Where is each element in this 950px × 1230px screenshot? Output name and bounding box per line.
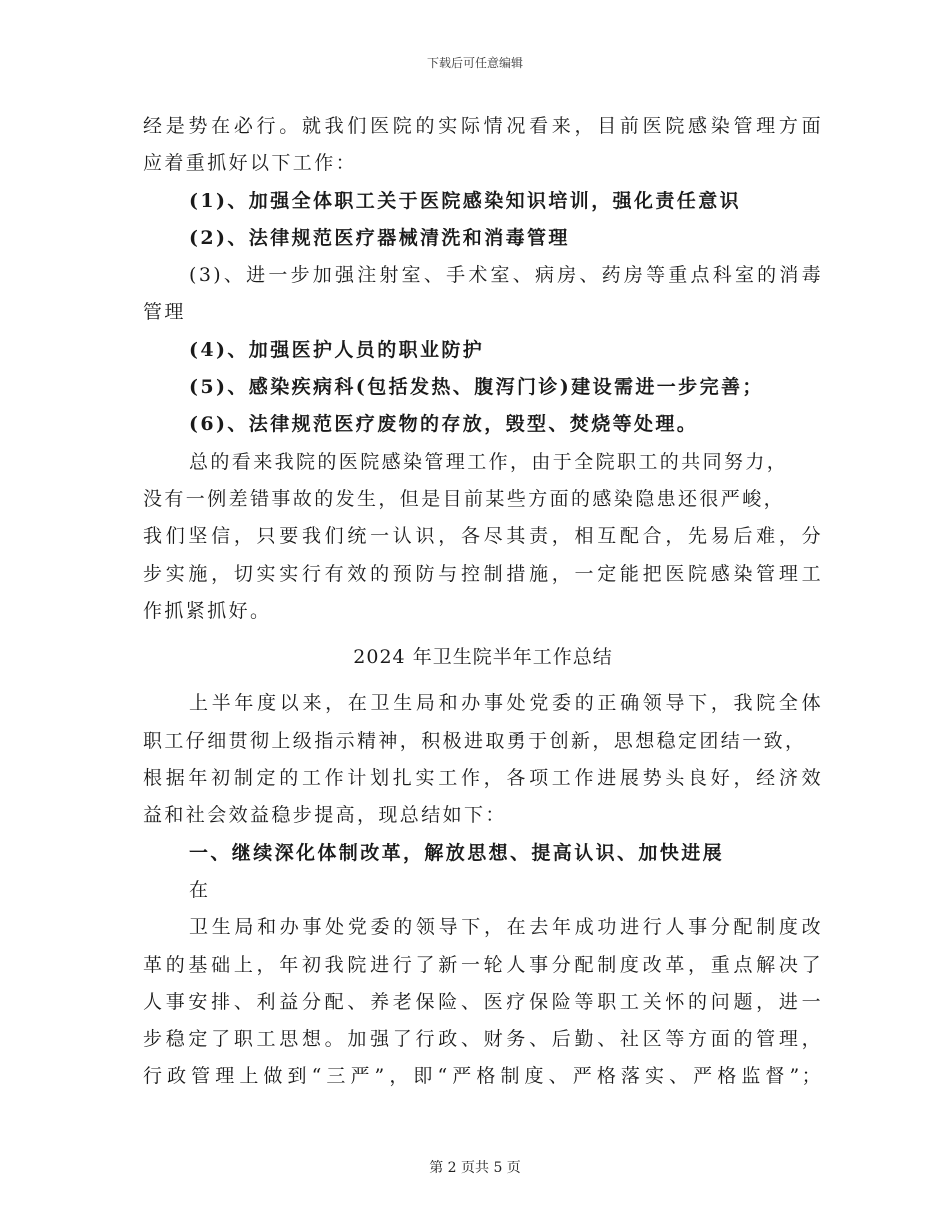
paragraph-line: 应着重抓好以下工作： xyxy=(143,152,358,175)
paragraph-line: 步稳定了职工思想。加强了行政、财务、后勤、社区等方面的管理， xyxy=(143,1028,823,1051)
paragraph-line: 经是势在必行。就我们医院的实际情况看来，目前医院感染管理方面 xyxy=(143,115,823,137)
paragraph-line: 没有一例差错事故的发生，但是目前某些方面的感染隐患还很严峻， xyxy=(143,487,786,510)
paragraph-line: 卫生局和办事处党委的领导下，在去年成功进行人事分配制度改 xyxy=(189,916,823,939)
page-header: 下载后可任意编辑 xyxy=(426,56,523,70)
paragraph-line: 益和社会效益稳步提高，现总结如下： xyxy=(143,804,507,827)
document-body xyxy=(143,108,823,1096)
paragraph-line: 总的看来我院的医院感染管理工作，由于全院职工的共同努力， xyxy=(189,450,789,473)
paragraph-line: 作抓紧抓好。 xyxy=(143,599,272,622)
list-item-3: (3)、进一步加强注射室、手术室、病房、药房等重点科室的消毒 xyxy=(189,264,823,287)
list-item-3-continued: 管理 xyxy=(143,301,186,324)
paragraph-line: 人事安排、利益分配、养老保险、医疗保险等职工关怀的问题，进一 xyxy=(143,990,823,1013)
page-footer: 第 2 页共 5 页 xyxy=(429,1160,521,1176)
paragraph-line: 根据年初制定的工作计划扎实工作，各项工作进展势头良好，经济效 xyxy=(143,767,823,790)
paragraph-line: 上半年度以来，在卫生局和办事处党委的正确领导下，我院全体 xyxy=(189,692,823,715)
section-title: 2024 年卫生院半年工作总结 xyxy=(353,646,613,669)
list-item-5: (5)、感染疾病科(包括发热、腹泻门诊)建设需进一步完善； xyxy=(189,376,764,399)
list-item-6: (6)、法律规范医疗废物的存放，毁型、焚烧等处理。 xyxy=(189,413,699,436)
paragraph-line: 我们坚信，只要我们统一认识，各尽其责，相互配合，先易后难，分 xyxy=(143,525,823,548)
paragraph-line: 步实施，切实实行有效的预防与控制措施，一定能把医院感染管理工 xyxy=(143,562,823,585)
paragraph-line: 革的基础上，年初我院进行了新一轮人事分配制度改革，重点解决了 xyxy=(143,953,823,976)
paragraph-line: 在 xyxy=(189,878,211,901)
section-heading: 一、继续深化体制改革，解放思想、提高认识、加快进展 xyxy=(189,841,725,864)
list-item-4: (4)、加强医护人员的职业防护 xyxy=(189,338,485,361)
list-item-1: (1)、加强全体职工关于医院感染知识培训，强化责任意识 xyxy=(189,189,742,212)
paragraph-line: 行政管理上做到“三严”，即“严格制度、严格落实、严格监督”； xyxy=(143,1065,823,1088)
list-item-2: (2)、法律规范医疗器械清洗和消毒管理 xyxy=(189,226,570,249)
paragraph-line: 职工仔细贯彻上级指示精神，积极进取勇于创新，思想稳定团结一致， xyxy=(143,729,807,752)
